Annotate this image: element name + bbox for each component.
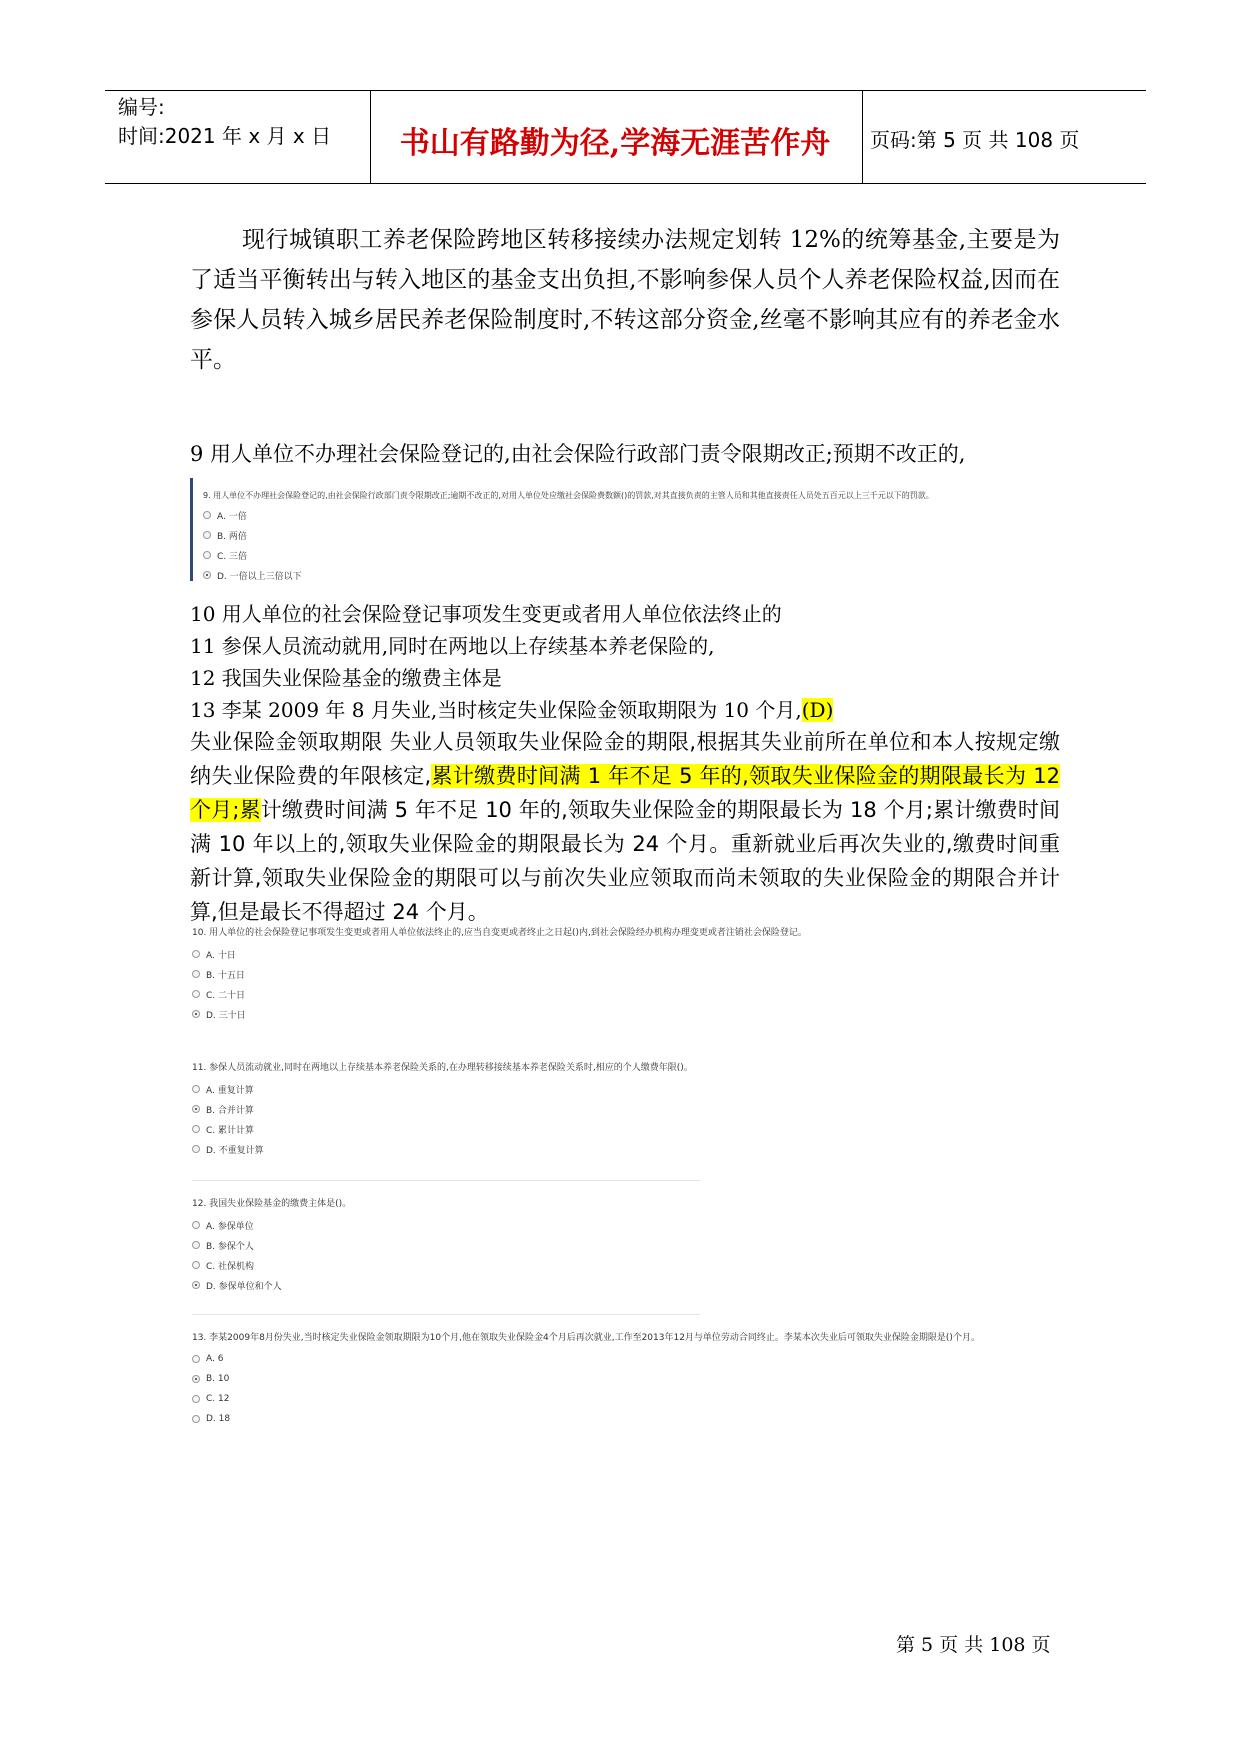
question-10-text: 10 用人单位的社会保险登记事项发生变更或者用人单位依法终止的 xyxy=(190,602,782,626)
quiz-9 xyxy=(203,490,934,585)
quiz-11-option-a[interactable]: A. 重复计算 xyxy=(192,1079,693,1099)
quiz-12 xyxy=(192,1196,351,1295)
radio-selected-icon[interactable] xyxy=(203,571,211,579)
quiz-13-question: 13. 李某2009年8月份失业,当时核定失业保险金领取期限为10个月,他在领取失业保险金4个月后再次就业,工作至2013年12月与单位劳动合同终止。李某本次失业后可领取失业保险金期限是()个月。 xyxy=(192,1333,980,1343)
quiz-13 xyxy=(192,1330,980,1429)
radio-icon[interactable] xyxy=(203,531,211,539)
question-13-text: 13 李某 2009 年 8 月失业,当时核定失业保险金领取期限为 10 个月,(D) xyxy=(190,698,834,722)
paragraph-unemployment-benefit: 失业保险金领取期限 失业人员领取失业保险金的期限,根据其失业前所在单位和本人按规定缴纳失业保险费的年限核定,累计缴费时间满 1 年不足 5 年的,领取失业保险金的期限最长为 12 个月;累计缴费时间满 5 年不足 10 年的,领取失业保险金的期限最长为 18 个月;累计缴费时间满 10 年以上的,领取失业保险金的期限最长为 24 个月。重新就业后再次失业的,缴费时间重新计算,领取失业保险金的期限可以与前次失业应领取而尚未领取的失业保险金的期限合并计算,但是最长不得超过 24 个月。 xyxy=(190,730,1061,924)
quiz-11-option-c[interactable]: C. 累计计算 xyxy=(192,1119,693,1139)
radio-icon[interactable] xyxy=(203,551,211,559)
radio-icon[interactable] xyxy=(192,1355,200,1363)
quiz-10 xyxy=(192,925,807,1024)
quiz-12-option-d[interactable]: D. 参保单位和个人 xyxy=(192,1275,351,1295)
question-9-text: 9 用人单位不办理社会保险登记的,由社会保险行政部门责令限期改正;预期不改正的, xyxy=(190,442,966,466)
question-12-text: 12 我国失业保险基金的缴费主体是 xyxy=(190,666,502,690)
quiz-13-option-a[interactable]: A. 6 xyxy=(192,1349,980,1369)
radio-icon[interactable] xyxy=(192,1241,200,1249)
quiz-12-option-b[interactable]: B. 参保个人 xyxy=(192,1235,351,1255)
radio-icon[interactable] xyxy=(192,1085,200,1093)
quiz-9-accent-bar xyxy=(190,478,193,581)
quiz-separator xyxy=(192,1180,700,1181)
paragraph-pension-transfer: 现行城镇职工养老保险跨地区转移接续办法规定划转 12%的统筹基金,主要是为了适当平衡转出与转入地区的基金支出负担,不影响参保人员个人养老保险权益,因而在参保人员转入城乡居民养老保险制度时,不转这部分资金,丝毫不影响其应有的养老金水平。 xyxy=(190,227,1060,373)
quiz-10-option-a[interactable]: A. 十日 xyxy=(192,944,807,964)
document-number-label: 编号: xyxy=(118,95,165,119)
radio-icon[interactable] xyxy=(192,1395,200,1403)
quiz-10-option-b[interactable]: B. 十五日 xyxy=(192,964,807,984)
quiz-11-option-b[interactable]: B. 合并计算 xyxy=(192,1099,693,1119)
document-time: 时间:2021 年 x 月 x 日 xyxy=(118,124,332,148)
radio-icon[interactable] xyxy=(192,1261,200,1269)
radio-selected-icon[interactable] xyxy=(192,1010,200,1018)
header-divider-right xyxy=(862,90,863,183)
header-top-rule xyxy=(105,90,1146,91)
quiz-11 xyxy=(192,1060,693,1159)
answer-highlight: (D) xyxy=(801,698,834,722)
quiz-13-option-b[interactable]: B. 10 xyxy=(192,1369,980,1389)
header-bottom-rule xyxy=(105,183,1146,184)
radio-selected-icon[interactable] xyxy=(192,1375,200,1383)
quiz-12-option-a[interactable]: A. 参保单位 xyxy=(192,1215,351,1235)
radio-icon[interactable] xyxy=(192,1415,200,1423)
header-divider-left xyxy=(370,90,371,183)
quiz-12-question: 12. 我国失业保险基金的缴费主体是()。 xyxy=(192,1199,352,1209)
radio-icon[interactable] xyxy=(203,511,211,519)
question-11-text: 11 参保人员流动就用,同时在两地以上存续基本养老保险的, xyxy=(190,634,715,658)
header-motto: 书山有路勤为径,学海无涯苦作舟 xyxy=(399,126,831,161)
quiz-9-option-c[interactable]: C. 三倍 xyxy=(203,545,934,565)
quiz-9-option-d[interactable]: D. 一倍以上三倍以下 xyxy=(203,565,934,585)
radio-icon[interactable] xyxy=(192,1125,200,1133)
highlighted-text: 累计缴费时间满 1 年不足 5 年的,领取失业保险金的期限最长为 12 个月;累 xyxy=(190,764,1060,822)
quiz-13-option-d[interactable]: D. 18 xyxy=(192,1409,980,1429)
quiz-10-option-d[interactable]: D. 三十日 xyxy=(192,1004,807,1024)
radio-icon[interactable] xyxy=(192,950,200,958)
quiz-10-question: 10. 用人单位的社会保险登记事项发生变更或者用人单位依法终止的,应当自变更或者终止之日起()内,到社会保险经办机构办理变更或者注销社会保险登记。 xyxy=(192,928,807,938)
quiz-13-option-c[interactable]: C. 12 xyxy=(192,1389,980,1409)
page-footer: 第 5 页 共 108 页 xyxy=(896,1634,1051,1656)
radio-selected-icon[interactable] xyxy=(192,1105,200,1113)
radio-selected-icon[interactable] xyxy=(192,1281,200,1289)
quiz-9-question: 9. 用人单位不办理社会保险登记的,由社会保险行政部门责令限期改正;逾期不改正的,对用人单位处应缴社会保险费数额()的罚款,对其直接负责的主管人员和其他直接责任人员处五百元以上三千元以下的罚款。 xyxy=(203,491,934,500)
quiz-11-option-d[interactable]: D. 不重复计算 xyxy=(192,1139,693,1159)
radio-icon[interactable] xyxy=(192,1145,200,1153)
radio-icon[interactable] xyxy=(192,1221,200,1229)
header-page-info: 页码:第 5 页 共 108 页 xyxy=(870,128,1080,152)
quiz-9-option-b[interactable]: B. 两倍 xyxy=(203,525,934,545)
quiz-12-option-c[interactable]: C. 社保机构 xyxy=(192,1255,351,1275)
quiz-10-option-c[interactable]: C. 二十日 xyxy=(192,984,807,1004)
radio-icon[interactable] xyxy=(192,970,200,978)
quiz-11-question: 11. 参保人员流动就业,同时在两地以上存续基本养老保险关系的,在办理转移接续基本养老保险关系时,相应的个人缴费年限()。 xyxy=(192,1063,693,1073)
quiz-separator xyxy=(192,1314,700,1315)
quiz-9-option-a[interactable]: A. 一倍 xyxy=(203,505,934,525)
header-meta xyxy=(118,93,331,151)
radio-icon[interactable] xyxy=(192,990,200,998)
